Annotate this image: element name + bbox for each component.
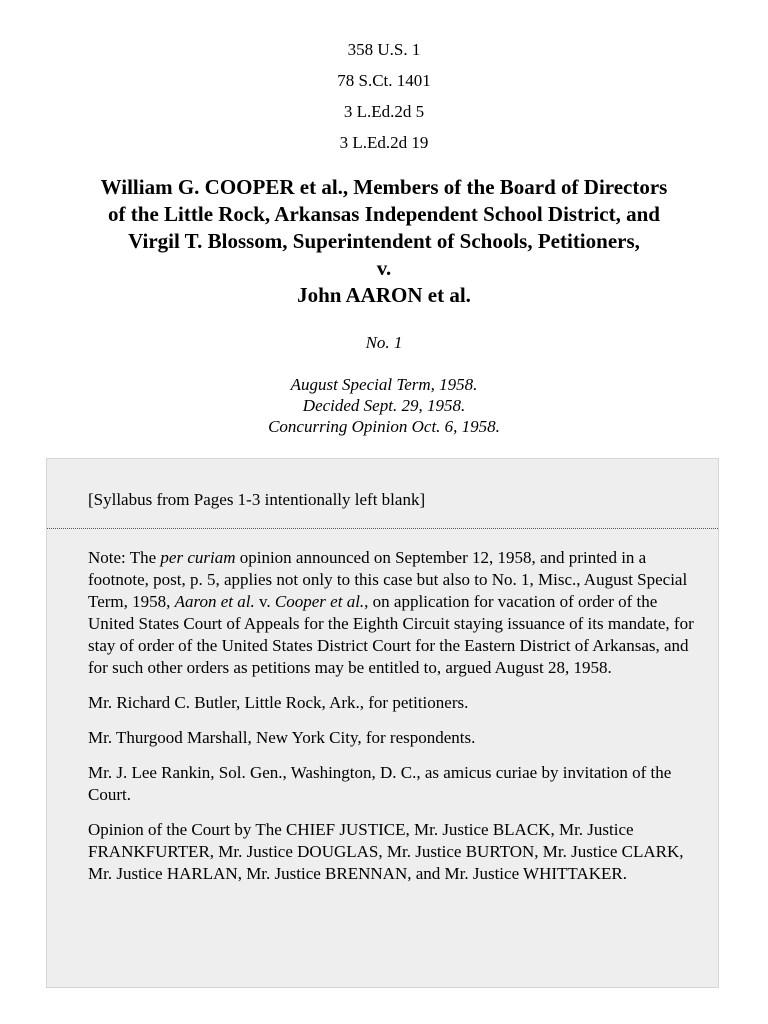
syllabus-panel: [46, 458, 719, 988]
concurring-date: Concurring Opinion Oct. 6, 1958.: [268, 417, 500, 436]
note-cooper: Cooper et al.: [274, 592, 365, 611]
note-middle: opinion announced on September 12, 1958, and printed in a footnote, post, p. 5, applies not only to this case but also to No. 1, Misc., August Special Term, 1958,: [88, 548, 688, 611]
citation-lawyers-edition-second: 3 L.Ed.2d 19: [339, 133, 429, 152]
note-aaron: Aaron et al.: [174, 592, 255, 611]
panel-body: [88, 547, 703, 898]
citation-supreme-court-reporter: 78 S.Ct. 1401: [337, 71, 431, 90]
case-dates: [0, 374, 768, 437]
caption-versus: v.: [376, 256, 392, 280]
note-per-curiam: per curiam: [160, 548, 236, 567]
syllabus-note: [Syllabus from Pages 1-3 intentionally left blank]: [88, 490, 426, 509]
counsel-amicus: Mr. J. Lee Rankin, Sol. Gen., Washington, D. C., as amicus curiae by invitation of the Court.: [88, 763, 672, 804]
note-paragraph: [88, 547, 703, 679]
caption-line-1: William G. COOPER et al., Members of the Board of Directors: [100, 175, 668, 199]
note-suffix: , on application for vacation of order of the United States Court of Appeals for the Eighth Circuit staying issuance of its mandate, for stay of order of the United States District Court for the Eastern District of Arkansas, and for such other orders as petitions may be entitled to, argued August 28, 1958.: [88, 592, 694, 677]
case-caption: [30, 174, 738, 309]
term-date: August Special Term, 1958.: [290, 375, 478, 394]
decided-date: Decided Sept. 29, 1958.: [302, 396, 466, 415]
dotted-divider: [47, 528, 718, 529]
docket-number: No. 1: [365, 333, 403, 352]
caption-line-2: of the Little Rock, Arkansas Independent School District, and: [108, 202, 660, 226]
caption-line-3: Virgil T. Blossom, Superintendent of Schools, Petitioners,: [128, 229, 640, 253]
opinion-by: Opinion of the Court by The CHIEF JUSTICE, Mr. Justice BLACK, Mr. Justice FRANKFURTER, Mr. Justice DOUGLAS, Mr. Justice BURTON, Mr. Justice CLARK, Mr. Justice HARLAN, Mr. Justice BRENNAN, and Mr. Justice WHITTAKER.: [88, 820, 684, 883]
citation-lawyers-edition: 3 L.Ed.2d 5: [343, 102, 425, 121]
note-prefix: Note: The: [88, 548, 161, 567]
citation-us-reports: 358 U.S. 1: [347, 40, 421, 59]
counsel-petitioners: Mr. Richard C. Butler, Little Rock, Ark., for petitioners.: [88, 693, 469, 712]
note-versus: v.: [254, 592, 275, 611]
counsel-respondents: Mr. Thurgood Marshall, New York City, for respondents.: [88, 728, 476, 747]
caption-respondents: John AARON et al.: [297, 283, 471, 307]
citation-list: [0, 34, 768, 158]
